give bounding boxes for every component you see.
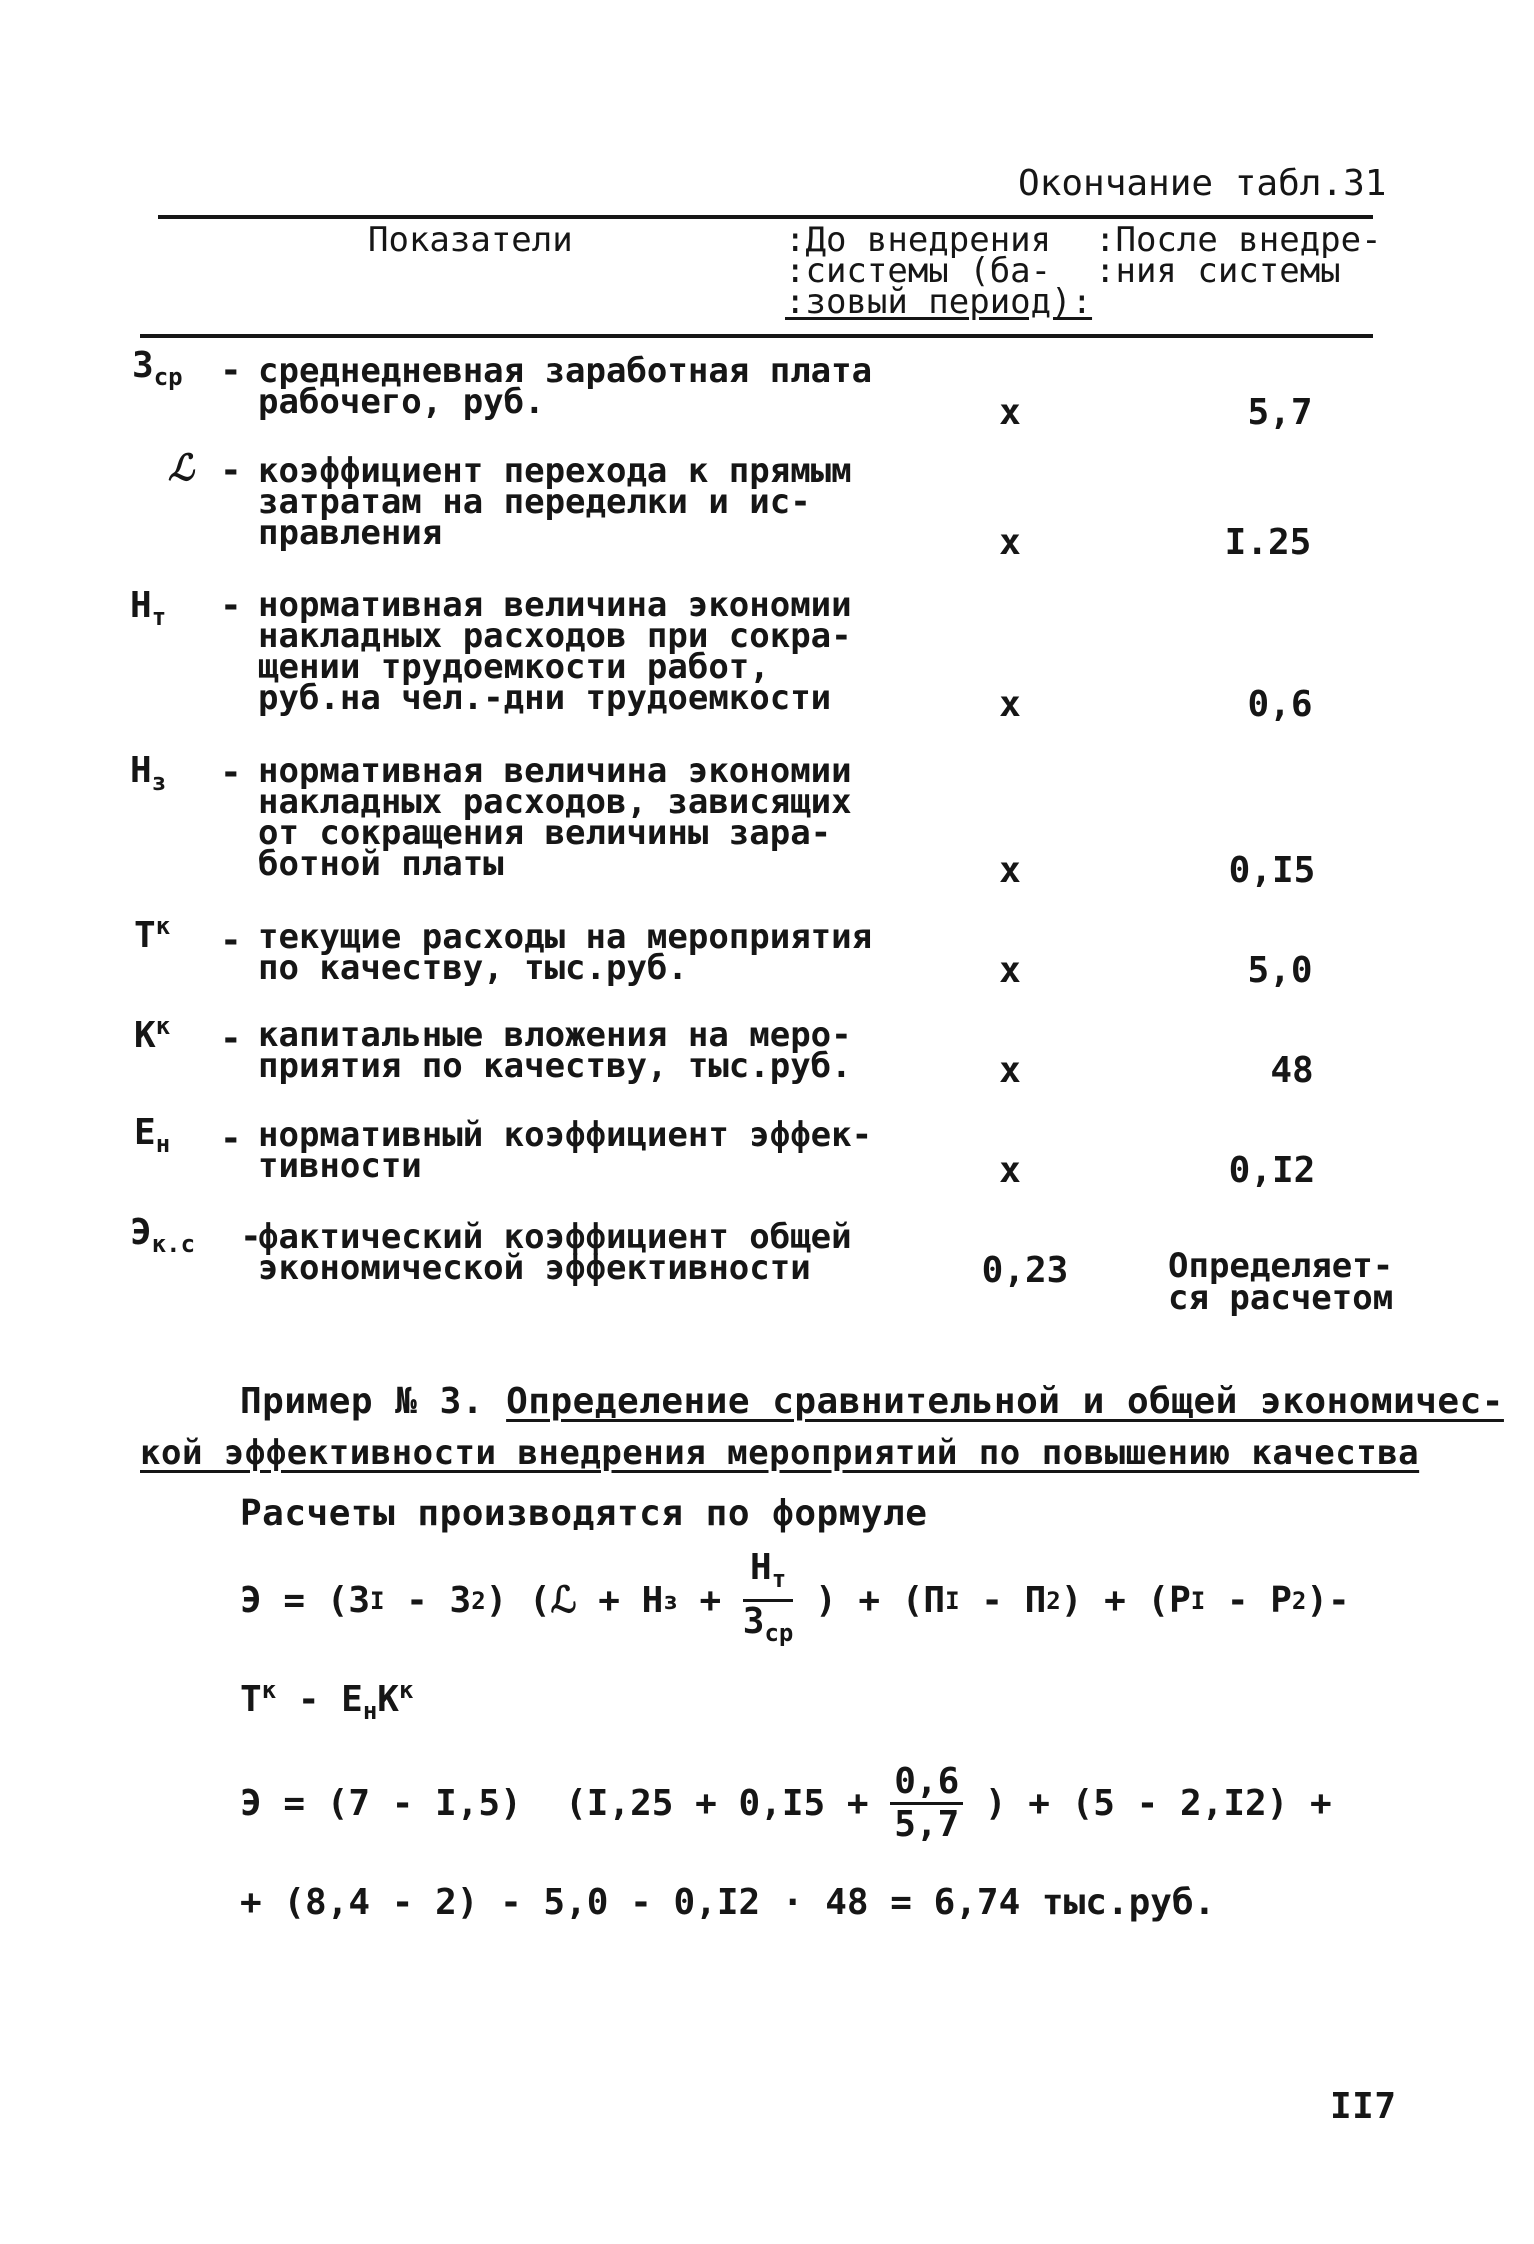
row-dash: - bbox=[220, 1118, 242, 1159]
row-before-tk: х bbox=[999, 950, 1021, 991]
row-before-alpha: х bbox=[999, 522, 1021, 563]
calc-line-1: Э = (7 - I,5) (I,25 + 0,I5 + $\frac{0,6}{5,7}$ ) + (5 - 2,I2) + bbox=[240, 1761, 1332, 1845]
example-title: Пример № 3. Определение сравнительной и общей экономичес- bbox=[240, 1381, 1504, 1422]
symbol-alpha: ℒ bbox=[168, 448, 194, 489]
row-dash: - bbox=[220, 1018, 242, 1059]
header-after: :После внедре- :ния системы bbox=[1095, 220, 1382, 291]
row-dash: - bbox=[220, 752, 242, 793]
symbol-eks: $Э_{к.с}$ bbox=[130, 1212, 196, 1259]
row-after-zsr: 5,7 bbox=[1247, 392, 1313, 433]
formula-line-2: $Т^к - Е_нК^к$ bbox=[240, 1676, 414, 1726]
row-desc-tk: текущие расходы на мероприятия по качеству, тыс.руб. bbox=[258, 917, 873, 988]
row-before-nt: х bbox=[999, 684, 1021, 725]
row-dash: - bbox=[220, 585, 242, 626]
page-number: II7 bbox=[1330, 2086, 1397, 2127]
header-before: :До внедрения :системы (ба- :зовый период): bbox=[785, 220, 1093, 322]
row-before-kk: х bbox=[999, 1050, 1021, 1091]
row-desc-eks: фактический коэффициент общей экономической эффективности bbox=[258, 1217, 852, 1288]
calc-line-2: + (8,4 - 2) - 5,0 - 0,I2 · 48 = 6,74 тыс.руб. bbox=[240, 1882, 1216, 1923]
table-header-rule bbox=[140, 334, 1373, 338]
row-before-eks: 0,23 bbox=[981, 1250, 1069, 1291]
row-after-nt: 0,6 bbox=[1247, 684, 1313, 725]
table-caption: Окончание табл.31 bbox=[1018, 163, 1387, 204]
row-after-nz: 0,I5 bbox=[1228, 850, 1316, 891]
symbol-zsr: $З_{ср}$ bbox=[132, 345, 183, 392]
header-indicators: Показатели bbox=[368, 220, 573, 260]
row-before-en: х bbox=[999, 1150, 1021, 1191]
symbol-nz: $Н_з$ bbox=[130, 750, 167, 797]
formula-fraction: $\frac{Н_т}{З_{ср}}$ bbox=[742, 1547, 794, 1648]
row-desc-en: нормативный коэффициент эффек- тивности bbox=[258, 1115, 873, 1186]
row-dash: - bbox=[220, 920, 242, 961]
row-dash: - bbox=[220, 350, 242, 391]
symbol-tk: $Т^к$ bbox=[134, 912, 171, 956]
symbol-kk: $К^к$ bbox=[134, 1012, 171, 1056]
row-desc-kk: капитальные вложения на меро- приятия по качеству, тыс.руб. bbox=[258, 1015, 852, 1086]
row-dash: - bbox=[240, 1216, 262, 1257]
formula-line-1: Э = (З I - З 2 ) (ℒ + Н з + $\frac{Н_т}{З_{ср}}$ ) + (П I - П 2 ) + (Р I - Р 2 )- bbox=[240, 1548, 1350, 1653]
row-desc-nt: нормативная величина экономии накладных расходов при сокра- щении трудоемкости работ, руб.на чел.-дни трудоемкости bbox=[258, 585, 852, 718]
row-after-en: 0,I2 bbox=[1228, 1150, 1316, 1191]
row-before-nz: х bbox=[999, 850, 1021, 891]
example-title-cont: кой эффективности внедрения мероприятий по повышению качества bbox=[140, 1433, 1420, 1473]
row-desc-alpha: коэффициент перехода к прямым затратам на переделки и ис- правления bbox=[258, 451, 852, 553]
symbol-en: $Е_н$ bbox=[134, 1112, 171, 1159]
row-after-kk: 48 bbox=[1270, 1050, 1314, 1091]
calc-fraction: $\frac{0,6}{5,7}$ bbox=[890, 1762, 963, 1845]
row-after-alpha: I.25 bbox=[1224, 522, 1312, 563]
symbol-nt: $Н_т$ bbox=[130, 585, 167, 632]
row-after-tk: 5,0 bbox=[1247, 950, 1313, 991]
row-dash: - bbox=[220, 450, 242, 491]
table-top-rule bbox=[158, 215, 1373, 219]
row-before-zsr: х bbox=[999, 392, 1021, 433]
row-after-eks: Определяет- ся расчетом bbox=[1168, 1246, 1394, 1318]
row-desc-zsr: среднедневная заработная плата рабочего, руб. bbox=[258, 351, 873, 422]
calc-intro: Расчеты производятся по формуле bbox=[240, 1493, 928, 1534]
row-desc-nz: нормативная величина экономии накладных расходов, зависящих от сокращения величины зара- ботной платы bbox=[258, 751, 852, 884]
